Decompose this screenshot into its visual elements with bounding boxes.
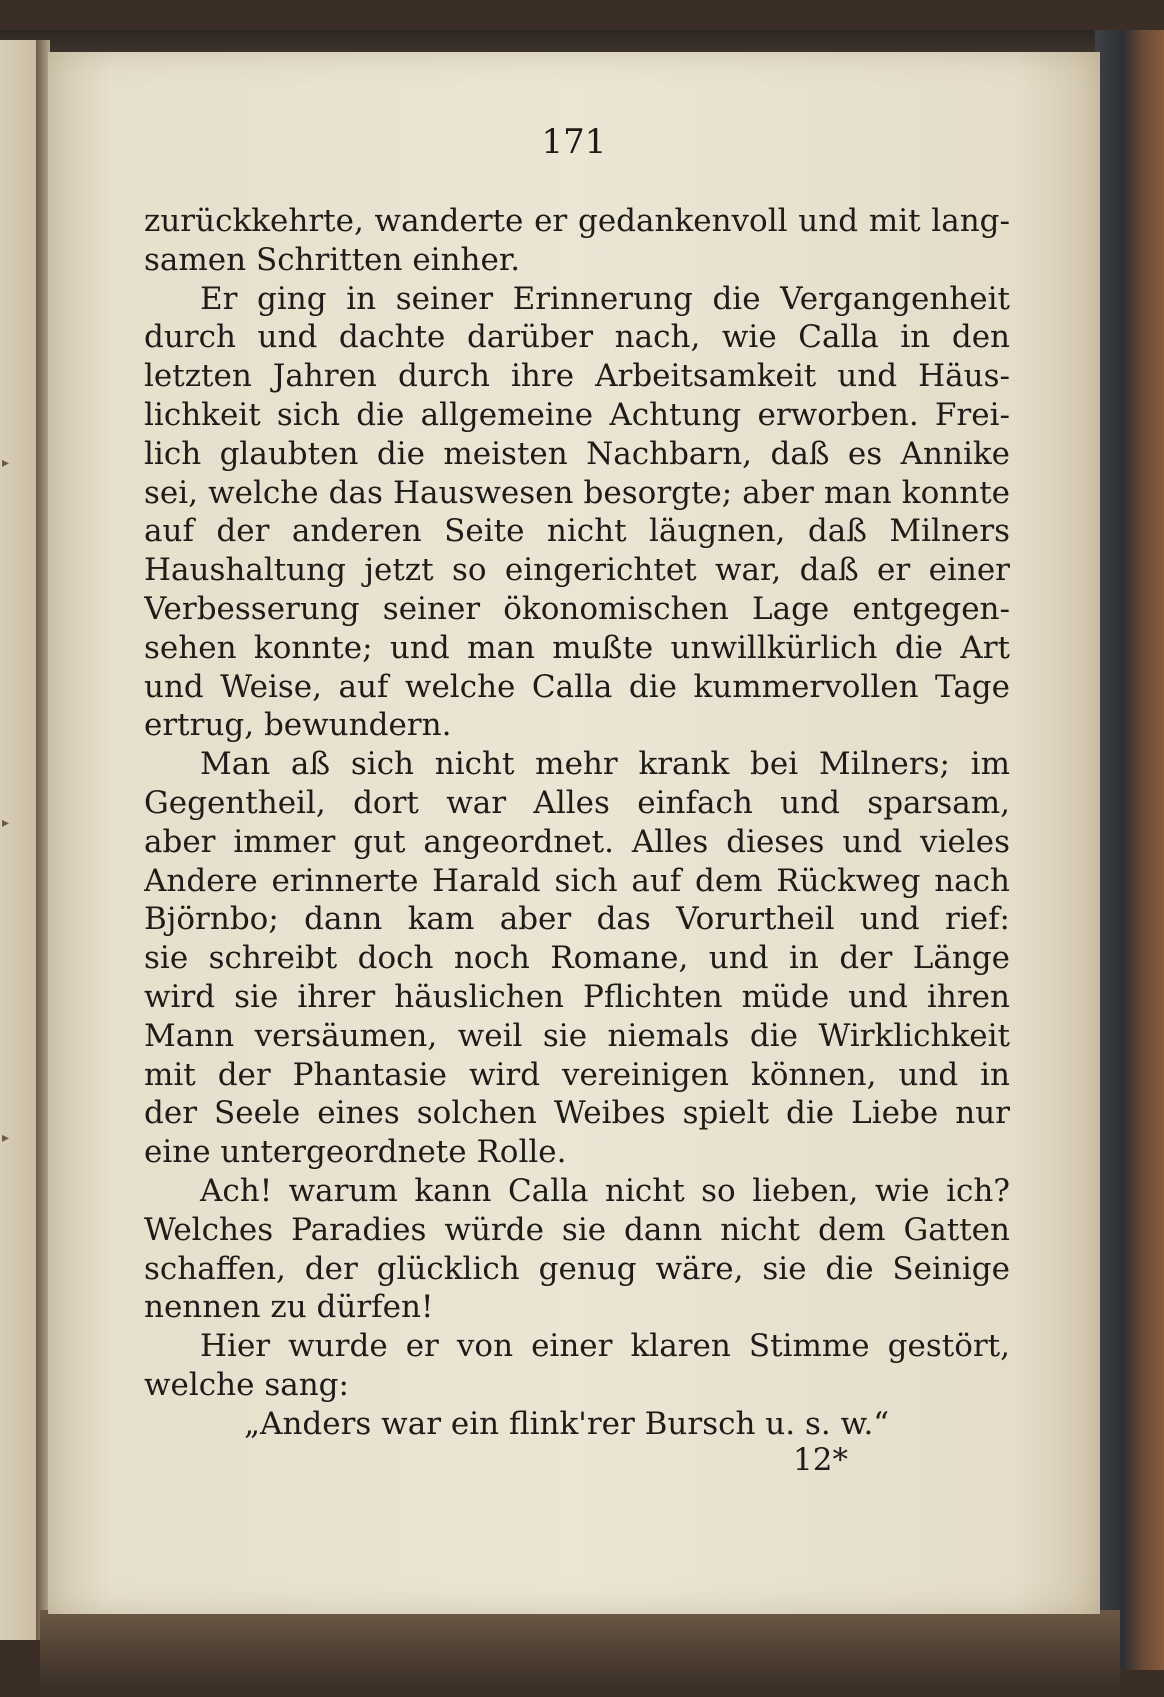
text-line: aber immer gut angeordnet. Alles dieses und vieles <box>144 823 1010 860</box>
text-line: sie schreibt doch noch Romane, und in der Länge <box>144 940 1010 977</box>
text-line: eine untergeordnete Rolle. <box>144 1134 567 1171</box>
text-line: zurückkehrte, wanderte er gedankenvoll und mit lang- <box>144 203 1010 239</box>
margin-arrow-icon: ▸ <box>2 815 10 831</box>
page-number: 171 <box>541 122 607 162</box>
text-line: lichkeit sich die allgemeine Achtung erworben. Frei- <box>144 396 1010 433</box>
book-cover-edge <box>1095 30 1164 1670</box>
text-line: wird sie ihrer häuslichen Pflichten müde und ihren <box>144 978 1010 1015</box>
book-page <box>48 52 1100 1614</box>
text-line: schaffen, der glücklich genug wäre, sie die Seinige <box>144 1250 1010 1287</box>
margin-arrow-icon: ▸ <box>2 455 10 471</box>
text-line: auf der anderen Seite nicht läugnen, daß Milners <box>144 513 1010 550</box>
text-line: Mann versäumen, weil sie niemals die Wirklichkeit <box>144 1017 1010 1054</box>
text-line: Ach! warum kann Calla nicht so lieben, wie ich? <box>200 1172 1010 1209</box>
text-line: der Seele eines solchen Weibes spielt die Liebe nur <box>144 1095 1010 1132</box>
text-line: sehen konnte; und man mußte unwillkürlich die Art <box>144 629 1010 666</box>
text-line: Gegentheil, dort war Alles einfach und sparsam, <box>144 784 1010 821</box>
text-line: lich glaubten die meisten Nachbarn, daß es Annike <box>144 435 1010 472</box>
text-line: Welches Paradies würde sie dann nicht dem Gatten <box>144 1211 1010 1248</box>
text-line: letzten Jahren durch ihre Arbeitsamkeit und Häus- <box>144 358 1010 395</box>
text-line: Haushaltung jetzt so eingerichtet war, daß er einer <box>144 552 1010 589</box>
text-line: durch und dachte darüber nach, wie Calla in den <box>144 319 1010 356</box>
text-line: Björnbo; dann kam aber das Vorurtheil und rief: <box>144 901 1010 938</box>
text-line: welche sang: <box>144 1366 349 1403</box>
body-text <box>144 202 1010 1444</box>
margin-arrow-icon: ▸ <box>2 1130 10 1146</box>
text-line: Andere erinnerte Harald sich auf dem Rückweg nach <box>144 862 1010 899</box>
text-line: Man aß sich nicht mehr krank bei Milners; im <box>200 746 1010 783</box>
text-line: samen Schritten einher. <box>144 241 521 278</box>
signature-mark: 12* <box>793 1442 848 1478</box>
text-line: Hier wurde er von einer klaren Stimme gestört, <box>200 1328 1010 1365</box>
text-line: und Weise, auf welche Calla die kummervollen Tage <box>144 668 1010 705</box>
text-line: Er ging in seiner Erinnerung die Vergangenheit <box>200 280 1010 317</box>
text-line: sei, welche das Hauswesen besorgte; aber man konnte <box>144 474 1010 511</box>
left-page-edge <box>0 40 40 1640</box>
book-bottom-edge <box>40 1610 1120 1690</box>
text-line: „Anders war ein flink'rer Bursch u. s. w.“ <box>244 1405 890 1442</box>
text-line: mit der Phantasie wird vereinigen können, und in <box>144 1056 1010 1093</box>
text-line: ertrug, bewundern. <box>144 707 452 744</box>
text-line: nennen zu dürfen! <box>144 1289 434 1326</box>
text-line: Verbesserung seiner ökonomischen Lage entgegen- <box>144 590 1010 627</box>
